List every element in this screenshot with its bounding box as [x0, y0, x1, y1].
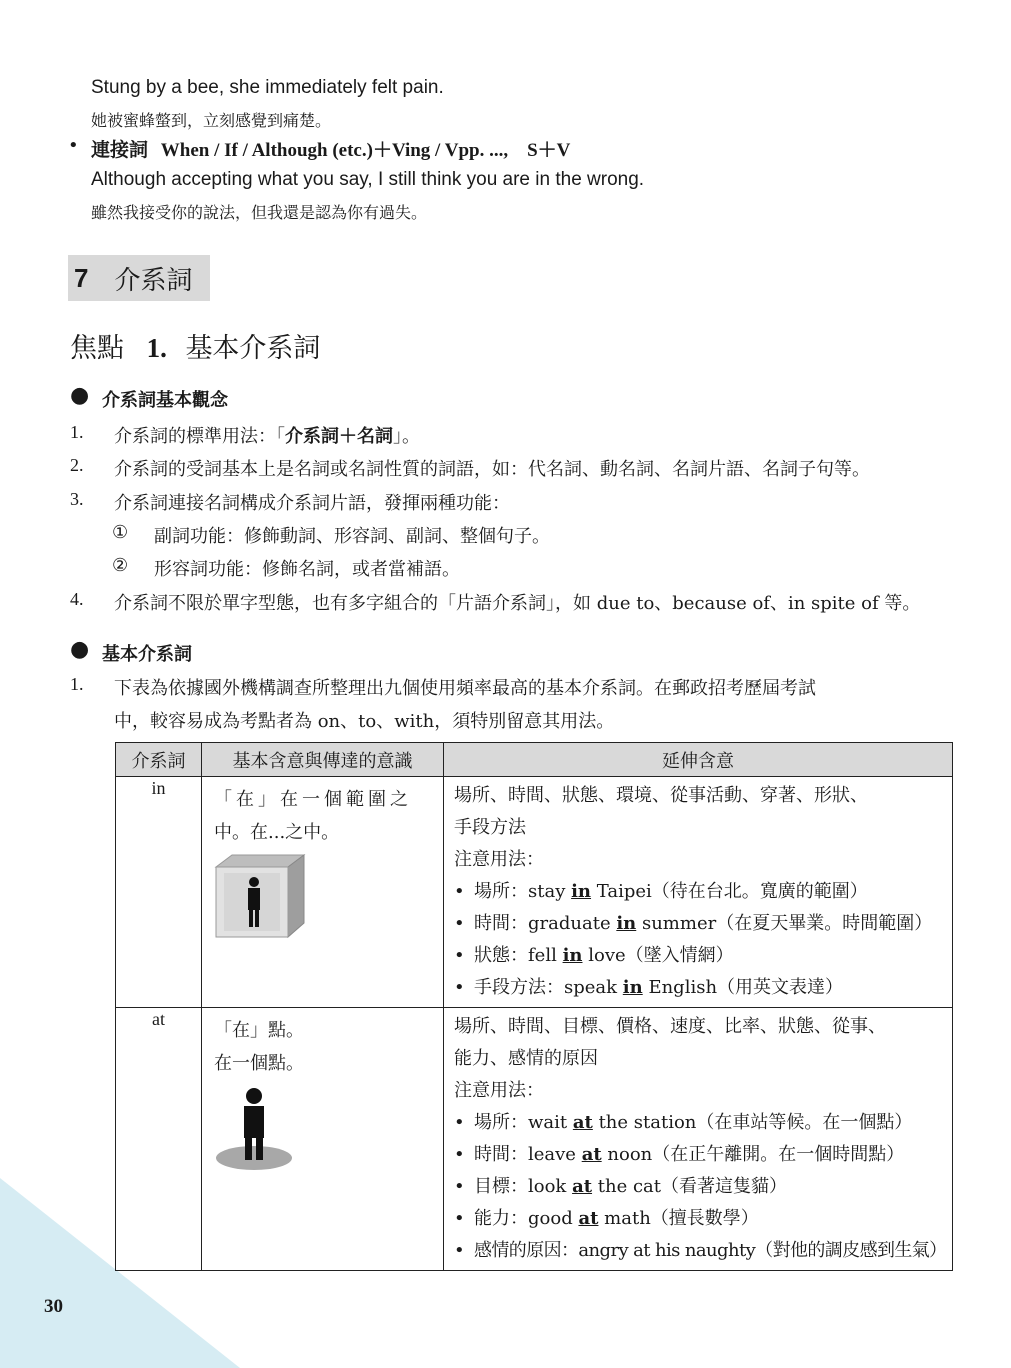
usage-item: • 目標：look at the cat（看著這隻貓） — [454, 1176, 788, 1197]
conjunction-label: 連接詞 — [91, 140, 149, 161]
conjunction-formula — [91, 135, 570, 162]
sub-mark: ② — [112, 555, 129, 576]
concept-heading: 介系詞基本觀念 — [102, 390, 228, 411]
ext-line: 能力、感情的原因 — [454, 1048, 598, 1069]
bullet-dot: • — [68, 135, 79, 156]
basic-meaning-cell — [202, 777, 444, 1008]
basic-meaning-cell — [202, 1008, 444, 1271]
basic-intro-line2: 中，較容易成為考點者為 on、to、with，須特別留意其用法。 — [114, 711, 615, 732]
table-row — [116, 777, 953, 1008]
section-title: 介系詞 — [114, 265, 193, 296]
box-figure-icon — [214, 853, 314, 943]
section-header — [68, 255, 210, 301]
usage-item: • 能力：good at math（擅長數學） — [454, 1208, 759, 1229]
usage-item: • 場所：stay in Taipei（待在台北。寬廣的範圍） — [454, 881, 868, 902]
item-emphasis: 介系詞＋名詞 — [285, 426, 393, 447]
usage-item: • 感情的原因：angry at his naughty（對他的調皮感到生氣） — [454, 1240, 947, 1261]
usage-item: • 時間：graduate in summer（在夏天畢業。時間範圍） — [454, 913, 933, 934]
sub-item-adverb: 副詞功能：修飾動詞、形容詞、副詞、整個句子。 — [154, 526, 550, 547]
focus-number: 1. — [146, 333, 167, 363]
usage-item: • 場所：wait at the station（在車站等候。在一個點） — [454, 1112, 913, 1133]
usage-item: • 手段方法：speak in English（用英文表達） — [454, 977, 844, 998]
usage-note: 注意用法： — [454, 849, 544, 870]
preposition-table — [115, 742, 953, 1271]
list-number: 1. — [70, 422, 84, 442]
item-text: 介系詞的標準用法：「 — [114, 426, 285, 447]
focus-heading: 基本介系詞 — [185, 333, 321, 364]
basic-meaning-line: 「在」點。 — [214, 1020, 304, 1041]
prep-at: at — [116, 1008, 202, 1271]
example1-english: Stung by a bee, she immediately felt pain. — [91, 77, 444, 98]
basic-heading: 基本介系詞 — [102, 644, 192, 665]
table-row — [116, 1008, 953, 1271]
concept-item-3: 介系詞連接名詞構成介系詞片語，發揮兩種功能： — [114, 493, 510, 514]
formula-text: When / If / Although (etc.)＋Ving / Vpp. ..., S＋V — [160, 140, 571, 161]
list-number: 1. — [70, 674, 84, 694]
ext-line: 手段方法 — [454, 817, 526, 838]
page-number: 30 — [44, 1296, 63, 1317]
usage-item: • 時間：leave at noon（在正午離開。在一個時間點） — [454, 1144, 905, 1165]
basic-meaning-line: 中。在...之中。 — [214, 822, 340, 843]
list-number: 2. — [70, 455, 84, 475]
example2-chinese: 雖然我接受你的說法，但我還是認為你有過失。 — [91, 203, 428, 222]
bullet-dot: ● — [70, 383, 90, 408]
example2-english: Although accepting what you say, I still think you are in the wrong. — [91, 169, 645, 190]
list-number: 3. — [70, 489, 84, 509]
header-basic-meaning: 基本含意與傳達的意識 — [202, 743, 444, 777]
focus-prefix: 焦點 — [70, 333, 124, 364]
list-number: 4. — [70, 589, 84, 609]
concept-item-4: 介系詞不限於單字型態，也有多字組合的「片語介系詞」，如 due to、because of、in spite of 等。 — [114, 593, 921, 614]
ext-line: 場所、時間、狀態、環境、從事活動、穿著、形狀、 — [454, 785, 868, 806]
extended-meaning-cell — [444, 1008, 953, 1271]
bullet-dot: ● — [70, 637, 90, 662]
basic-meaning-line: 在一個點。 — [214, 1053, 304, 1074]
item-text: 」。 — [393, 426, 420, 447]
concept-item-2: 介系詞的受詞基本上是名詞或名詞性質的詞語，如：代名詞、動名詞、名詞片語、名詞子句等。 — [114, 459, 870, 480]
sub-item-adjective: 形容詞功能：修飾名詞，或者當補語。 — [154, 559, 460, 580]
header-preposition: 介系詞 — [116, 743, 202, 777]
extended-meaning-cell — [444, 777, 953, 1008]
point-figure-icon — [214, 1084, 314, 1174]
basic-meaning-line: 「在」在一個範圍之 — [214, 789, 412, 810]
prep-in: in — [116, 777, 202, 1008]
usage-note: 注意用法： — [454, 1080, 544, 1101]
header-extended-meaning: 延伸含意 — [444, 743, 953, 777]
section-number: 7 — [74, 262, 89, 293]
usage-item: • 狀態：fell in love（墜入情網） — [454, 945, 734, 966]
basic-intro-line1: 下表為依據國外機構調查所整理出九個使用頻率最高的基本介系詞。在郵政招考歷屆考試 — [114, 678, 816, 699]
concept-item-1 — [114, 422, 420, 448]
ext-line: 場所、時間、目標、價格、速度、比率、狀態、從事、 — [454, 1016, 886, 1037]
focus-title — [70, 326, 320, 365]
sub-mark: ① — [112, 522, 129, 543]
table-header-row — [116, 743, 953, 777]
example1-chinese: 她被蜜蜂螫到，立刻感覺到痛楚。 — [91, 111, 332, 130]
